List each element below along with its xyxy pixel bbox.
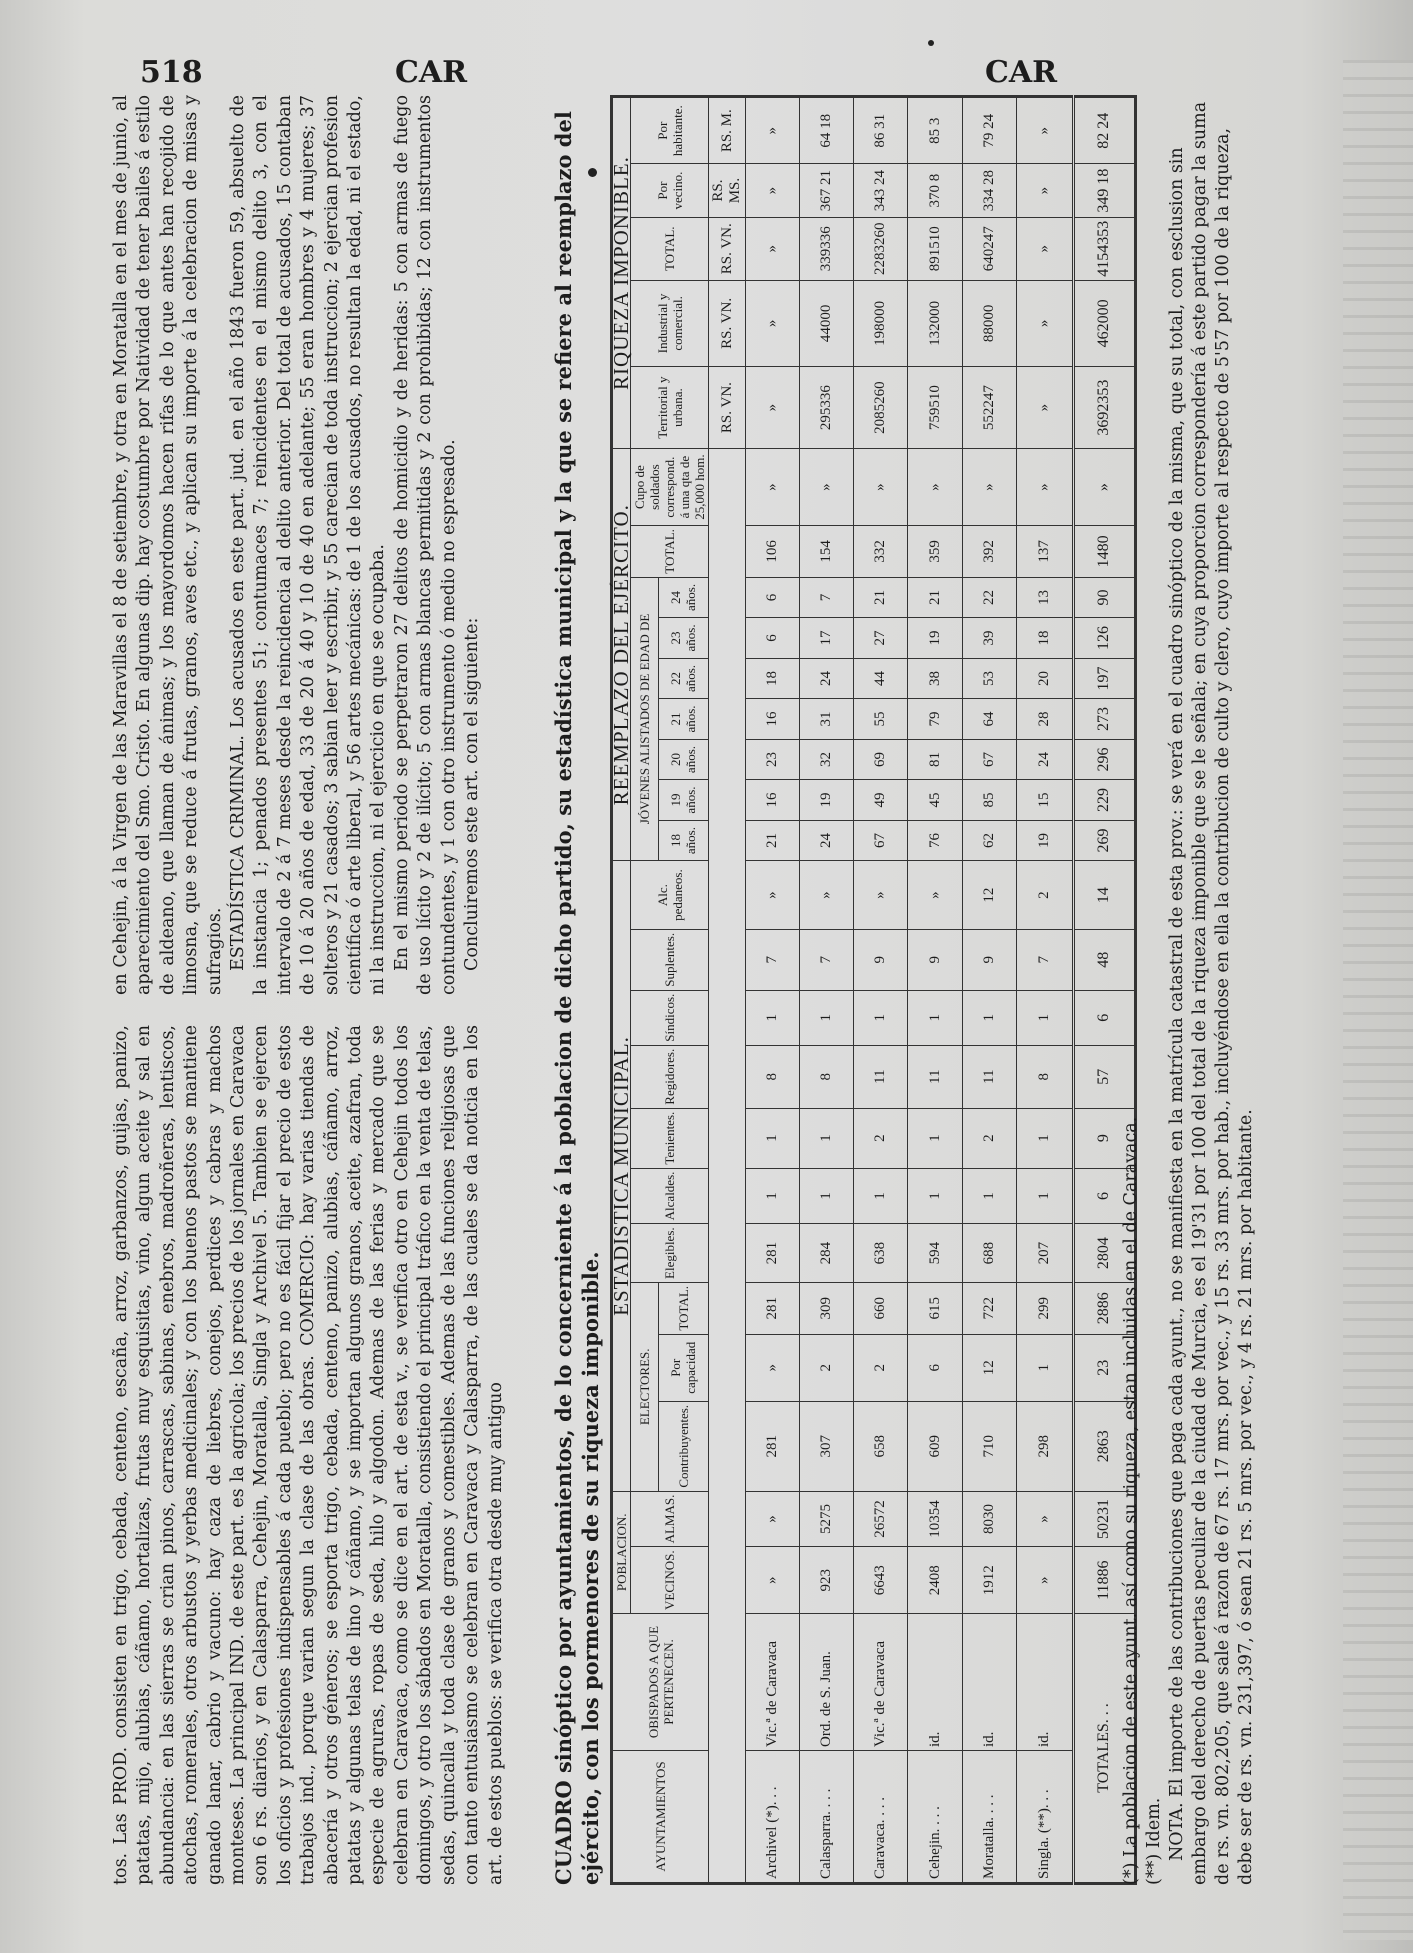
- running-head-right: CAR: [985, 55, 1058, 90]
- cell-regidores: 11: [962, 1045, 1016, 1108]
- cell-a21: 79: [908, 699, 962, 740]
- cell-elegibles: 207: [1016, 1224, 1073, 1283]
- total-cupo: »: [1073, 449, 1135, 526]
- total-capac: 23: [1073, 1334, 1135, 1401]
- cell-a22: 24: [800, 658, 854, 699]
- cell-alc_ped: »: [908, 861, 962, 930]
- cell-almas: »: [1016, 1491, 1073, 1547]
- col-obispados: OBISPADOS A QUE PERTENECEN.: [612, 1614, 709, 1751]
- paragraph-conclusion: Concluiremos este art. con el siguiente:: [462, 617, 483, 971]
- cell-a22: 18: [746, 658, 800, 699]
- cell-regidores: 8: [1016, 1045, 1073, 1108]
- cell-territorial: 759510: [908, 367, 962, 449]
- cell-elegibles: 688: [962, 1224, 1016, 1283]
- cell-obispado: id.: [962, 1614, 1016, 1751]
- cell-territorial: 2085260: [854, 367, 908, 449]
- cell-a23: 27: [854, 618, 908, 659]
- cell-contrib: 307: [800, 1401, 854, 1491]
- rotated-content: [100, 95, 1256, 1885]
- total-total_riq: 4154353: [1073, 217, 1135, 280]
- cell-territorial: 552247: [962, 367, 1016, 449]
- cell-capac: 6: [908, 1334, 962, 1401]
- cell-alc_ped: 2: [1016, 861, 1073, 930]
- col-alc-pedaneos: Alc. pedaneos.: [631, 861, 709, 930]
- cell-industrial: »: [1016, 280, 1073, 366]
- cell-tot_alist: 154: [800, 526, 854, 578]
- cell-capac: »: [746, 1334, 800, 1401]
- cell-sindicos: 1: [962, 990, 1016, 1045]
- cell-total_riq: 339336: [800, 217, 854, 280]
- cell-por_hab: 85 3: [908, 97, 962, 164]
- cell-capac: 2: [800, 1334, 854, 1401]
- text-column-2: [110, 95, 485, 995]
- cell-suplentes: 9: [962, 929, 1016, 990]
- cell-a18: 62: [962, 820, 1016, 861]
- cell-a20: 32: [800, 739, 854, 780]
- col-por-capacidad: Por capacidad: [658, 1334, 708, 1401]
- cell-cupo: »: [1016, 449, 1073, 526]
- cell-obispado: Vic.ª de Caravaca: [854, 1614, 908, 1751]
- cell-tenientes: 2: [854, 1108, 908, 1168]
- cell-total: 299: [1016, 1282, 1073, 1334]
- col-sindicos: Síndicos.: [631, 990, 709, 1045]
- cell-a18: 19: [1016, 820, 1073, 861]
- facing-page-bleed: [1343, 60, 1413, 1940]
- group-reemplazo: REEMPLAZO DEL EJÉRCITO.: [612, 449, 631, 861]
- cell-a23: 17: [800, 618, 854, 659]
- total-territorial: 3692353: [1073, 367, 1135, 449]
- table-title: CUADRO sinóptico por ayuntamientos, de lo concerniente á la poblacion de dicho partido, su estadística municipal y la que se refiere al reemplazo del ejército, con los pormenores de su riqueza imponible.: [551, 111, 603, 1885]
- unit-por-habitante: RS. M.: [709, 97, 746, 164]
- totals-label: TOTALES. . .: [1073, 1614, 1135, 1884]
- cell-obispado: id.: [1016, 1614, 1073, 1751]
- col-age-21: 21 años.: [658, 699, 708, 740]
- paragraph-producciones: tos. Las PROD. consisten en trigo, cebada, centeno, escaña, arroz, garbanzos, guijas, panizo, patatas, mijo, alubias, cáñamo, hortalizas, frutas muy esquisitas, vino, algun aceite y sal en abundancia: en las sierras se crian pinos, carrascas, sabinas, enebros, madroñeras, lentiscos, atochas, romerales, otros arbustos y yerbas medicinales; y con los buenos pastos se mantiene ganado lanar, cabrio y vacuno: hay caza de liebres, conejos, perdices y cabras y machos monteses. La principal IND. de este part. es la agricola; los precios de los jornales en Caravaca son 6 rs. diarios, y en Calasparra, Cehejin, Moratalla, Singla y Archivel 5. Tambien se ejercen los oficios y profesiones indispensables á cada pueblo; pero no es fácil fijar el precio de estos trabajos ind., porque varian segun la clase de las obras. COMERCIO: hay varias tiendas de abacería y otros géneros; se esporta trigo, cebada, centeno, panizo, alubias, cáñamo, arroz, patatas y algunas telas de lino y cáñamo, y se importan algunos granos, aceite, azafran, toda especie de agruras, ropas de seda, hilo y algodon. Ademas de las ferias y mercado que se celebran en Caravaca, como se dice en el art. de esta v., se verifica otro en Cehejin todos los domingos, y otro los sábados en Moratalla, consistiendo el principal tráfico en la venta de telas, sedas, quincalla y toda clase de granos y comestibles. Ademas de las funciones religiosas que con tanto entusiasmo se celebran en Caravaca y Calasparra, de las cuales se da noticia en los art. de estos pueblos: se verifica otra desde muy antiguo: [111, 1025, 506, 1885]
- cell-a20: 24: [1016, 739, 1073, 780]
- cell-por_hab: »: [746, 97, 800, 164]
- cell-territorial: »: [746, 367, 800, 449]
- total-industrial: 462000: [1073, 280, 1135, 366]
- col-total-riqueza: TOTAL.: [631, 217, 709, 280]
- cell-a23: 18: [1016, 618, 1073, 659]
- cell-a24: 21: [908, 577, 962, 618]
- cell-a24: 7: [800, 577, 854, 618]
- cell-territorial: 295336: [800, 367, 854, 449]
- cell-obispado: Vic.ª de Caravaca: [746, 1614, 800, 1751]
- col-age-18: 18 años.: [658, 820, 708, 861]
- cell-total: 660: [854, 1282, 908, 1334]
- nota: NOTA. El importe de las contribuciones que paga cada ayunt., no se manifiesta en la matrícula catastral de esta prov.: se verá en el cuadro sinóptico de la misma, que su total, con esclusion sin embargo del derecho de puertas peculiar de la ciudad de Murcia, es el 19'31 por 100 del total de la riqueza imponible que se le señala; en cuya proporcion correspondería á este partido pagar la suma de rs. vn. 802,205, que sale á razon de 67 rs. 17 mrs. por vec., y 15 rs. 33 mrs. por hab., incluyéndose en ella la contribucion de culto y clero, cuyo importe al respecto de 5'57 por 100 de la riqueza, debe ser de rs. vn. 231,397, ó sean 21 rs. 5 mrs. por vec., y 4 rs. 21 mrs. por habitante.: [1167, 101, 1256, 1885]
- cell-sindicos: 1: [908, 990, 962, 1045]
- cell-ayuntamiento: Archivel (*). . .: [746, 1751, 800, 1884]
- cell-a18: 76: [908, 820, 962, 861]
- cell-total_riq: »: [746, 217, 800, 280]
- cell-a19: 85: [962, 780, 1016, 821]
- cell-vecinos: »: [746, 1547, 800, 1614]
- cell-a23: 39: [962, 618, 1016, 659]
- col-total-alistados: TOTAL.: [631, 526, 709, 578]
- cell-a19: 15: [1016, 780, 1073, 821]
- cell-a20: 81: [908, 739, 962, 780]
- total-a22: 197: [1073, 658, 1135, 699]
- cell-por_vecino: 370 8: [908, 164, 962, 217]
- col-tenientes: Tenientes.: [631, 1108, 709, 1168]
- paragraph-homicidios: En el mismo periodo se perpetraron 27 delitos de homicidio y de heridas: 5 con armas de fuego de uso lícito y 2 de ilícito; 5 con armas blancas permitidas y 2 con prohibidas; 12 con instrumentos contundentes, y 1 con otro instrumento ó medio no espresado.: [391, 95, 459, 995]
- cell-alc_ped: 12: [962, 861, 1016, 930]
- cell-sindicos: 1: [800, 990, 854, 1045]
- cell-vecinos: 923: [800, 1547, 854, 1614]
- cell-cupo: »: [854, 449, 908, 526]
- total-a24: 90: [1073, 577, 1135, 618]
- footnote-2: (**) Idem.: [1144, 1797, 1164, 1885]
- cell-ayuntamiento: Calasparra. . . .: [800, 1751, 854, 1884]
- cell-vecinos: »: [1016, 1547, 1073, 1614]
- cell-a21: 55: [854, 699, 908, 740]
- cell-industrial: 198000: [854, 280, 908, 366]
- total-a18: 269: [1073, 820, 1135, 861]
- cell-total: 722: [962, 1282, 1016, 1334]
- cell-tenientes: 1: [800, 1108, 854, 1168]
- cell-tot_alist: 332: [854, 526, 908, 578]
- total-suplentes: 48: [1073, 929, 1135, 990]
- total-contrib: 2863: [1073, 1401, 1135, 1491]
- col-age-19: 19 años.: [658, 780, 708, 821]
- cell-suplentes: 9: [854, 929, 908, 990]
- cell-almas: 5275: [800, 1491, 854, 1547]
- cell-contrib: 281: [746, 1401, 800, 1491]
- cell-regidores: 8: [800, 1045, 854, 1108]
- col-almas: ALMAS.: [631, 1491, 709, 1547]
- cell-por_vecino: 334 28: [962, 164, 1016, 217]
- cell-a21: 28: [1016, 699, 1073, 740]
- cell-por_vecino: 343 24: [854, 164, 908, 217]
- total-por_hab: 82 24: [1073, 97, 1135, 164]
- units-spacer: [709, 449, 746, 1884]
- cell-ayuntamiento: Singla. (**). . .: [1016, 1751, 1073, 1884]
- total-a21: 273: [1073, 699, 1135, 740]
- col-total-electores: TOTAL.: [658, 1282, 708, 1334]
- cell-tenientes: 1: [908, 1108, 962, 1168]
- cell-a23: 6: [746, 618, 800, 659]
- cell-ayuntamiento: Cehejin. . . .: [908, 1751, 962, 1884]
- col-por-habitante: Por habitante.: [631, 97, 709, 164]
- cell-elegibles: 638: [854, 1224, 908, 1283]
- group-jovenes: JÓVENES ALISTADOS DE EDAD DE: [631, 577, 659, 861]
- col-age-22: 22 años.: [658, 658, 708, 699]
- page-number: 518: [140, 55, 203, 90]
- cell-total_riq: 2283260: [854, 217, 908, 280]
- cell-suplentes: 7: [800, 929, 854, 990]
- cell-elegibles: 594: [908, 1224, 962, 1283]
- cell-por_hab: 64 18: [800, 97, 854, 164]
- col-age-24: 24 años.: [658, 577, 708, 618]
- cell-ayuntamiento: Moratalla. . . .: [962, 1751, 1016, 1884]
- cell-por_vecino: 367 21: [800, 164, 854, 217]
- cuadro-sinoptico-table: [610, 95, 1137, 1885]
- cell-capac: 1: [1016, 1334, 1073, 1401]
- table-row: [908, 97, 962, 1884]
- cell-sindicos: 1: [854, 990, 908, 1045]
- cell-alcaldes: 1: [1016, 1168, 1073, 1224]
- cell-tenientes: 1: [1016, 1108, 1073, 1168]
- unit-territorial: RS. VN.: [709, 367, 746, 449]
- table-body: [746, 97, 1136, 1884]
- cell-por_hab: 86 31: [854, 97, 908, 164]
- cell-alcaldes: 1: [800, 1168, 854, 1224]
- cell-a24: 21: [854, 577, 908, 618]
- cell-suplentes: 7: [1016, 929, 1073, 990]
- cell-a20: 23: [746, 739, 800, 780]
- cell-por_vecino: »: [1016, 164, 1073, 217]
- cell-industrial: 132000: [908, 280, 962, 366]
- total-a23: 126: [1073, 618, 1135, 659]
- cell-a19: 45: [908, 780, 962, 821]
- cell-industrial: »: [746, 280, 800, 366]
- total-elegibles: 2804: [1073, 1224, 1135, 1283]
- cell-a18: 21: [746, 820, 800, 861]
- cell-a18: 24: [800, 820, 854, 861]
- cell-contrib: 609: [908, 1401, 962, 1491]
- cell-total_riq: 891510: [908, 217, 962, 280]
- total-almas: 50231: [1073, 1491, 1135, 1547]
- cell-a18: 67: [854, 820, 908, 861]
- cell-a22: 44: [854, 658, 908, 699]
- col-suplentes: Suplentes.: [631, 929, 709, 990]
- cell-a19: 16: [746, 780, 800, 821]
- cell-tenientes: 1: [746, 1108, 800, 1168]
- table-row: [962, 97, 1016, 1884]
- footnotes: [1120, 95, 1258, 1885]
- cell-por_vecino: »: [746, 164, 800, 217]
- cell-almas: 8030: [962, 1491, 1016, 1547]
- total-alcaldes: 6: [1073, 1168, 1135, 1224]
- cell-cupo: »: [800, 449, 854, 526]
- cell-alc_ped: »: [854, 861, 908, 930]
- cell-por_hab: »: [1016, 97, 1073, 164]
- ink-speck: [928, 40, 934, 46]
- col-cupo: Cupo de soldados correspond. á una qta de 25,000 hom.: [631, 449, 709, 526]
- cell-capac: 12: [962, 1334, 1016, 1401]
- cell-industrial: 88000: [962, 280, 1016, 366]
- cell-obispado: Ord. de S. Juan.: [800, 1614, 854, 1751]
- cell-industrial: 44000: [800, 280, 854, 366]
- cell-alcaldes: 1: [908, 1168, 962, 1224]
- cell-elegibles: 284: [800, 1224, 854, 1283]
- unit-industrial: RS. VN.: [709, 280, 746, 366]
- table-row: [746, 97, 800, 1884]
- cell-a22: 53: [962, 658, 1016, 699]
- cell-total: 309: [800, 1282, 854, 1334]
- cell-sindicos: 1: [746, 990, 800, 1045]
- col-ayuntamientos: AYUNTAMIENTOS: [612, 1751, 709, 1884]
- cell-a19: 49: [854, 780, 908, 821]
- cell-vecinos: 1912: [962, 1547, 1016, 1614]
- cell-suplentes: 7: [746, 929, 800, 990]
- paragraph-estadistica-criminal: ESTADÍSTICA CRIMINAL. Los acusados en este part. jud. en el año 1843 fueron 59, absuelto de la instancia 1; penados presentes 51; contumaces 7; reincidentes en el mismo delito 3, con el intervalo de 2 á 7 meses desde la reincidencia al delito anterior. Del total de acusados, 15 contaban de 10 á 20 años de edad, 33 de 20 á 40 y 10 de 40 en adelante; 55 eran hombres y 4 mujeres; 37 solteros y 21 casados; 3 sabian leer y escribir, y 55 carecian de toda instruccion; 2 ejercian profesion científica ó arte liberal, y 56 artes mecánicas: de 1 de los acusados, no resultan la edad, ni el estado, ni la instruccion, ni el ejercicio en que se ocupaba.: [228, 95, 389, 995]
- cell-alcaldes: 1: [746, 1168, 800, 1224]
- cell-tot_alist: 137: [1016, 526, 1073, 578]
- total-total: 2886: [1073, 1282, 1135, 1334]
- cell-almas: 10354: [908, 1491, 962, 1547]
- cell-por_hab: 79 24: [962, 97, 1016, 164]
- col-territorial: Territorial y urbana.: [631, 367, 709, 449]
- cell-total: 281: [746, 1282, 800, 1334]
- cell-a20: 67: [962, 739, 1016, 780]
- cell-tot_alist: 359: [908, 526, 962, 578]
- cell-cupo: »: [746, 449, 800, 526]
- unit-por-vecino: RS. MS.: [709, 164, 746, 217]
- cell-capac: 2: [854, 1334, 908, 1401]
- cell-regidores: 11: [908, 1045, 962, 1108]
- cell-total: 615: [908, 1282, 962, 1334]
- table-row: [1016, 97, 1073, 1884]
- cell-a24: 6: [746, 577, 800, 618]
- cell-sindicos: 1: [1016, 990, 1073, 1045]
- cell-a21: 64: [962, 699, 1016, 740]
- cell-alcaldes: 1: [854, 1168, 908, 1224]
- cell-regidores: 8: [746, 1045, 800, 1108]
- cell-contrib: 658: [854, 1401, 908, 1491]
- cell-almas: »: [746, 1491, 800, 1547]
- cell-tot_alist: 392: [962, 526, 1016, 578]
- cell-contrib: 710: [962, 1401, 1016, 1491]
- cell-tot_alist: 106: [746, 526, 800, 578]
- total-a19: 229: [1073, 780, 1135, 821]
- col-age-20: 20 años.: [658, 739, 708, 780]
- col-elegibles: Elegibles.: [631, 1224, 709, 1283]
- cell-elegibles: 281: [746, 1224, 800, 1283]
- cell-a23: 19: [908, 618, 962, 659]
- cell-territorial: »: [1016, 367, 1073, 449]
- running-head-left: CAR: [395, 55, 468, 90]
- col-age-23: 23 años.: [658, 618, 708, 659]
- col-por-vecino: Por vecino.: [631, 164, 709, 217]
- total-por_vecino: 349 18: [1073, 164, 1135, 217]
- col-vecinos: VECINOS.: [631, 1547, 709, 1614]
- paragraph-fiestas: en Cehejin, á la Virgen de las Maravillas el 8 de setiembre, y otra en Moratalla en el mes de junio, al aparecimiento del Smo. Cristo. En algunas dip. hay costumbre por Natividad de tener bailes á estilo de aldeano, que llaman de ánimas; y los mayordomos hacen rifas de lo que antes han recojido de limosna, que se reduce á frutas, granos, aves etc., y aplican su importe á la celebracion de misas y sufragios.: [111, 95, 225, 995]
- cell-almas: 26572: [854, 1491, 908, 1547]
- cell-a22: 38: [908, 658, 962, 699]
- footnote-1: (*) La poblacion de este ayunt. así como su riqueza, estan incluidas en el de Caravaca.: [1121, 1116, 1141, 1885]
- group-riqueza: RIQUEZA IMPONIBLE.: [612, 97, 631, 449]
- total-vecinos: 11886: [1073, 1547, 1135, 1614]
- cell-total_riq: 640247: [962, 217, 1016, 280]
- cell-alc_ped: »: [746, 861, 800, 930]
- cell-alc_ped: »: [800, 861, 854, 930]
- cell-a22: 20: [1016, 658, 1073, 699]
- text-column-1: [110, 1025, 508, 1885]
- cell-a21: 16: [746, 699, 800, 740]
- cell-regidores: 11: [854, 1045, 908, 1108]
- group-poblacion: POBLACION.: [612, 1491, 631, 1613]
- group-electores: ELECTORES.: [631, 1282, 659, 1491]
- total-tenientes: 9: [1073, 1108, 1135, 1168]
- cell-vecinos: 2408: [908, 1547, 962, 1614]
- cell-tenientes: 2: [962, 1108, 1016, 1168]
- total-alc_ped: 14: [1073, 861, 1135, 930]
- cell-a21: 31: [800, 699, 854, 740]
- col-regidores: Regidores.: [631, 1045, 709, 1108]
- cell-suplentes: 9: [908, 929, 962, 990]
- cell-a19: 19: [800, 780, 854, 821]
- unit-total: RS. VN.: [709, 217, 746, 280]
- col-industrial: Industrial y comercial.: [631, 280, 709, 366]
- cell-total_riq: »: [1016, 217, 1073, 280]
- cell-alcaldes: 1: [962, 1168, 1016, 1224]
- cell-vecinos: 6643: [854, 1547, 908, 1614]
- cell-contrib: 298: [1016, 1401, 1073, 1491]
- total-sindicos: 6: [1073, 990, 1135, 1045]
- table-row: [854, 97, 908, 1884]
- cell-a20: 69: [854, 739, 908, 780]
- col-alcaldes: Alcaldes.: [631, 1168, 709, 1224]
- cell-cupo: »: [962, 449, 1016, 526]
- cell-ayuntamiento: Caravaca. . . .: [854, 1751, 908, 1884]
- group-estadistica-municipal: ESTADISTICA MUNICIPAL.: [612, 861, 631, 1491]
- total-a20: 296: [1073, 739, 1135, 780]
- table-row: [800, 97, 854, 1884]
- cell-a24: 13: [1016, 577, 1073, 618]
- col-contribuyentes: Contribuyentes.: [658, 1401, 708, 1491]
- total-regidores: 57: [1073, 1045, 1135, 1108]
- cell-cupo: »: [908, 449, 962, 526]
- total-tot_alist: 1480: [1073, 526, 1135, 578]
- cell-obispado: id.: [908, 1614, 962, 1751]
- cell-a24: 22: [962, 577, 1016, 618]
